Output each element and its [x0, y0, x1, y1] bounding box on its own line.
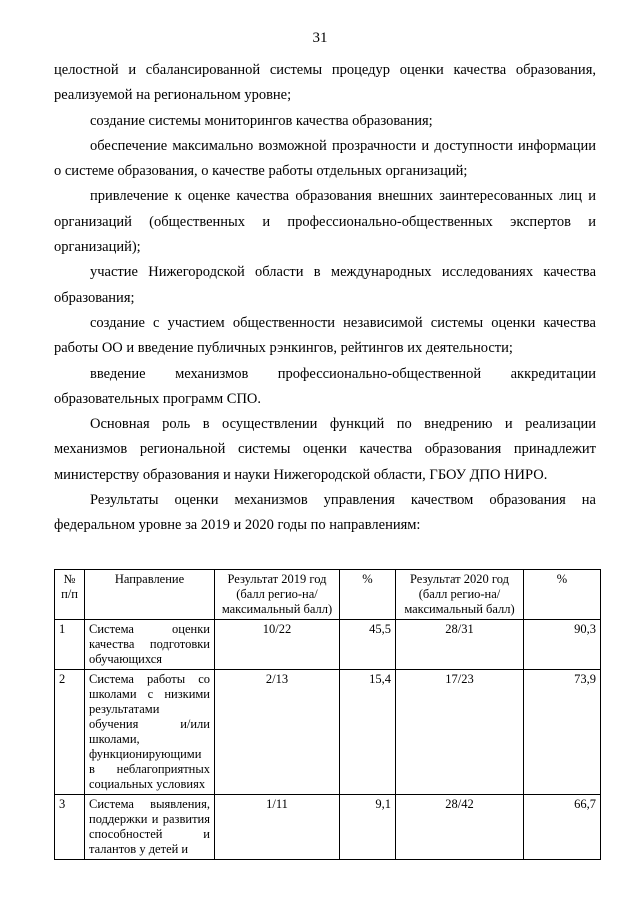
- header-pct-2019: %: [340, 570, 396, 620]
- cell-result-2020: 28/42: [396, 795, 524, 860]
- cell-result-2020: 17/23: [396, 670, 524, 795]
- results-table: [54, 569, 601, 860]
- cell-result-2019: 2/13: [215, 670, 340, 795]
- cell-pct-2019: 45,5: [340, 620, 396, 670]
- paragraph: создание системы мониторингов качества образования;: [90, 112, 433, 129]
- cell-pct-2019: 15,4: [340, 670, 396, 795]
- table-row: [55, 620, 601, 670]
- paragraph: обеспечение максимально возможной прозрачности и доступности информации о системе образования, о качестве работы отдельных организаций;: [54, 137, 596, 180]
- cell-result-2019: 1/11: [215, 795, 340, 860]
- paragraph: Результаты оценки механизмов управления качеством образования на федеральном уровне за 2019 и 2020 годы по направлениям:: [54, 492, 596, 534]
- cell-result-2020: 28/31: [396, 620, 524, 670]
- paragraph: целостной и сбалансированной системы процедур оценки качества образования, реализуемой на региональном уровне;: [54, 62, 596, 104]
- table-row: [55, 795, 601, 860]
- cell-pct-2020: 66,7: [524, 795, 601, 860]
- paragraph: введение механизмов профессионально-общественной аккредитации образовательных программ СПО.: [54, 365, 596, 407]
- cell-num: 1: [55, 620, 85, 670]
- body-text: [54, 58, 596, 539]
- paragraph: создание с участием общественности независимой системы оценки качества работы ОО и введение публичных рэнкингов, рейтингов их деятельности;: [54, 314, 596, 357]
- header-result-2020: Результат 2020 год (балл регио-на/максимальный балл): [396, 570, 524, 620]
- header-pct-2020: %: [524, 570, 601, 620]
- paragraph: участие Нижегородской области в международных исследованиях качества образования;: [54, 264, 596, 306]
- header-direction: Направление: [85, 570, 215, 620]
- cell-direction: Система оценки качества подготовки обучающихся: [85, 620, 215, 670]
- header-num: № п/п: [55, 570, 85, 620]
- cell-pct-2020: 73,9: [524, 670, 601, 795]
- paragraph: Основная роль в осуществлении функций по внедрению и реализации механизмов региональной системы оценки качества образования принадлежит министерству образования и науки Нижегородской области, ГБОУ ДПО НИРО.: [54, 416, 596, 483]
- paragraph: привлечение к оценке качества образования внешних заинтересованных лиц и организаций (общественных и профессионально-общественных экспертов и организаций);: [54, 188, 596, 256]
- cell-direction: Система выявления, поддержки и развития способностей и талантов у детей и: [85, 795, 215, 860]
- cell-pct-2019: 9,1: [340, 795, 396, 860]
- cell-direction: Система работы со школами с низкими результатами обучения и/или школами, функционирующими в неблагоприятных социальных условиях: [85, 670, 215, 795]
- cell-num: 2: [55, 670, 85, 795]
- table-row: [55, 670, 601, 795]
- cell-num: 3: [55, 795, 85, 860]
- cell-pct-2020: 90,3: [524, 620, 601, 670]
- header-result-2019: Результат 2019 год (балл регио-на/максимальный балл): [215, 570, 340, 620]
- page-number: 31: [312, 30, 328, 46]
- table-header-row: [55, 570, 601, 620]
- cell-result-2019: 10/22: [215, 620, 340, 670]
